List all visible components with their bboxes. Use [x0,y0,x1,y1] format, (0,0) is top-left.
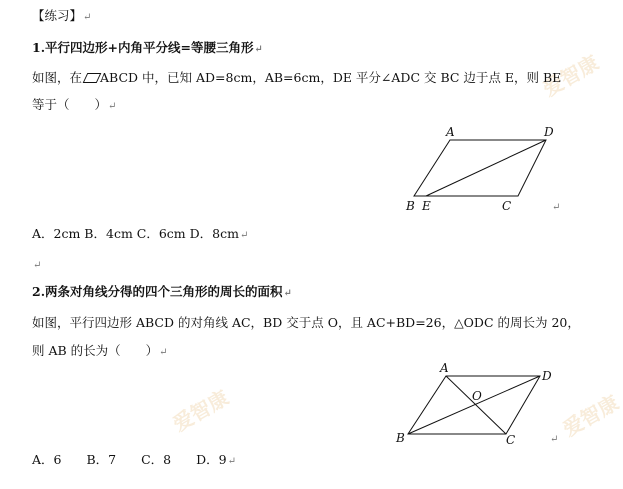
section1-title: 1.平行四边形+内角平分线=等腰三角形↵ [32,40,263,55]
watermark: 爱智康 [558,390,623,442]
paragraph-mark: ↵ [83,12,92,23]
paragraph-mark: ↵ [159,347,168,358]
figure1-label-a: A [446,125,455,139]
section2-options: A．6 B．7 C．8 D．9↵ [32,452,237,467]
section2-title: 2.两条对角线分得的四个三角形的周长的面积↵ [32,284,292,299]
figure1-label-b: B [406,199,415,213]
figure1-label-e: E [422,199,431,213]
figure2-label-a: A [440,361,449,375]
figure1-outline [414,140,546,196]
paragraph-mark: ↵ [550,434,559,445]
paragraph-mark: ↵ [283,288,292,299]
figure2-label-o: O [472,389,482,403]
header-title: 【练习】↵ [32,8,92,23]
figure1-segment-de [426,140,546,196]
figure2-parallelogram [390,362,570,452]
section2-question: 如图，平行四边形 ABCD 的对角线 AC，BD 交于点 O，且 AC+BD=26，△ODC 的周长为 20， [32,315,580,330]
figure1-label-c: C [502,199,512,213]
figure2-label-c: C [506,433,516,447]
figure2-diagonal-ac [446,376,506,434]
figure1-label-d: D [544,125,554,139]
watermark: 爱智康 [538,50,603,102]
figure2-label-d: D [542,369,552,383]
figure2-diagonal-bd [408,376,540,434]
watermark: 爱智康 [168,385,233,437]
paragraph-mark: ↵ [227,456,237,467]
section1-question: 如图，在 ABCD 中，已知 AD=8cm，AB=6cm，DE 平分∠ADC 交 BC 边于点 E，则 BE [32,70,562,85]
section1-options: A．2cm B．4cm C．6cm D．8cm↵ [32,226,249,241]
paragraph-mark: ↵ [33,260,42,271]
paragraph-mark: ↵ [108,101,117,112]
paragraph-mark: ↵ [239,230,249,241]
blank-line [32,256,41,274]
parallelogram-symbol-icon [83,73,102,83]
section2-question-line2: 则 AB 的长为（ ）↵ [32,343,168,358]
paragraph-mark: ↵ [254,44,263,55]
figure2-label-b: B [396,431,405,445]
paragraph-mark: ↵ [552,202,561,213]
figure1-parallelogram [400,124,570,216]
section1-question-line2: 等于（ ）↵ [32,97,117,112]
